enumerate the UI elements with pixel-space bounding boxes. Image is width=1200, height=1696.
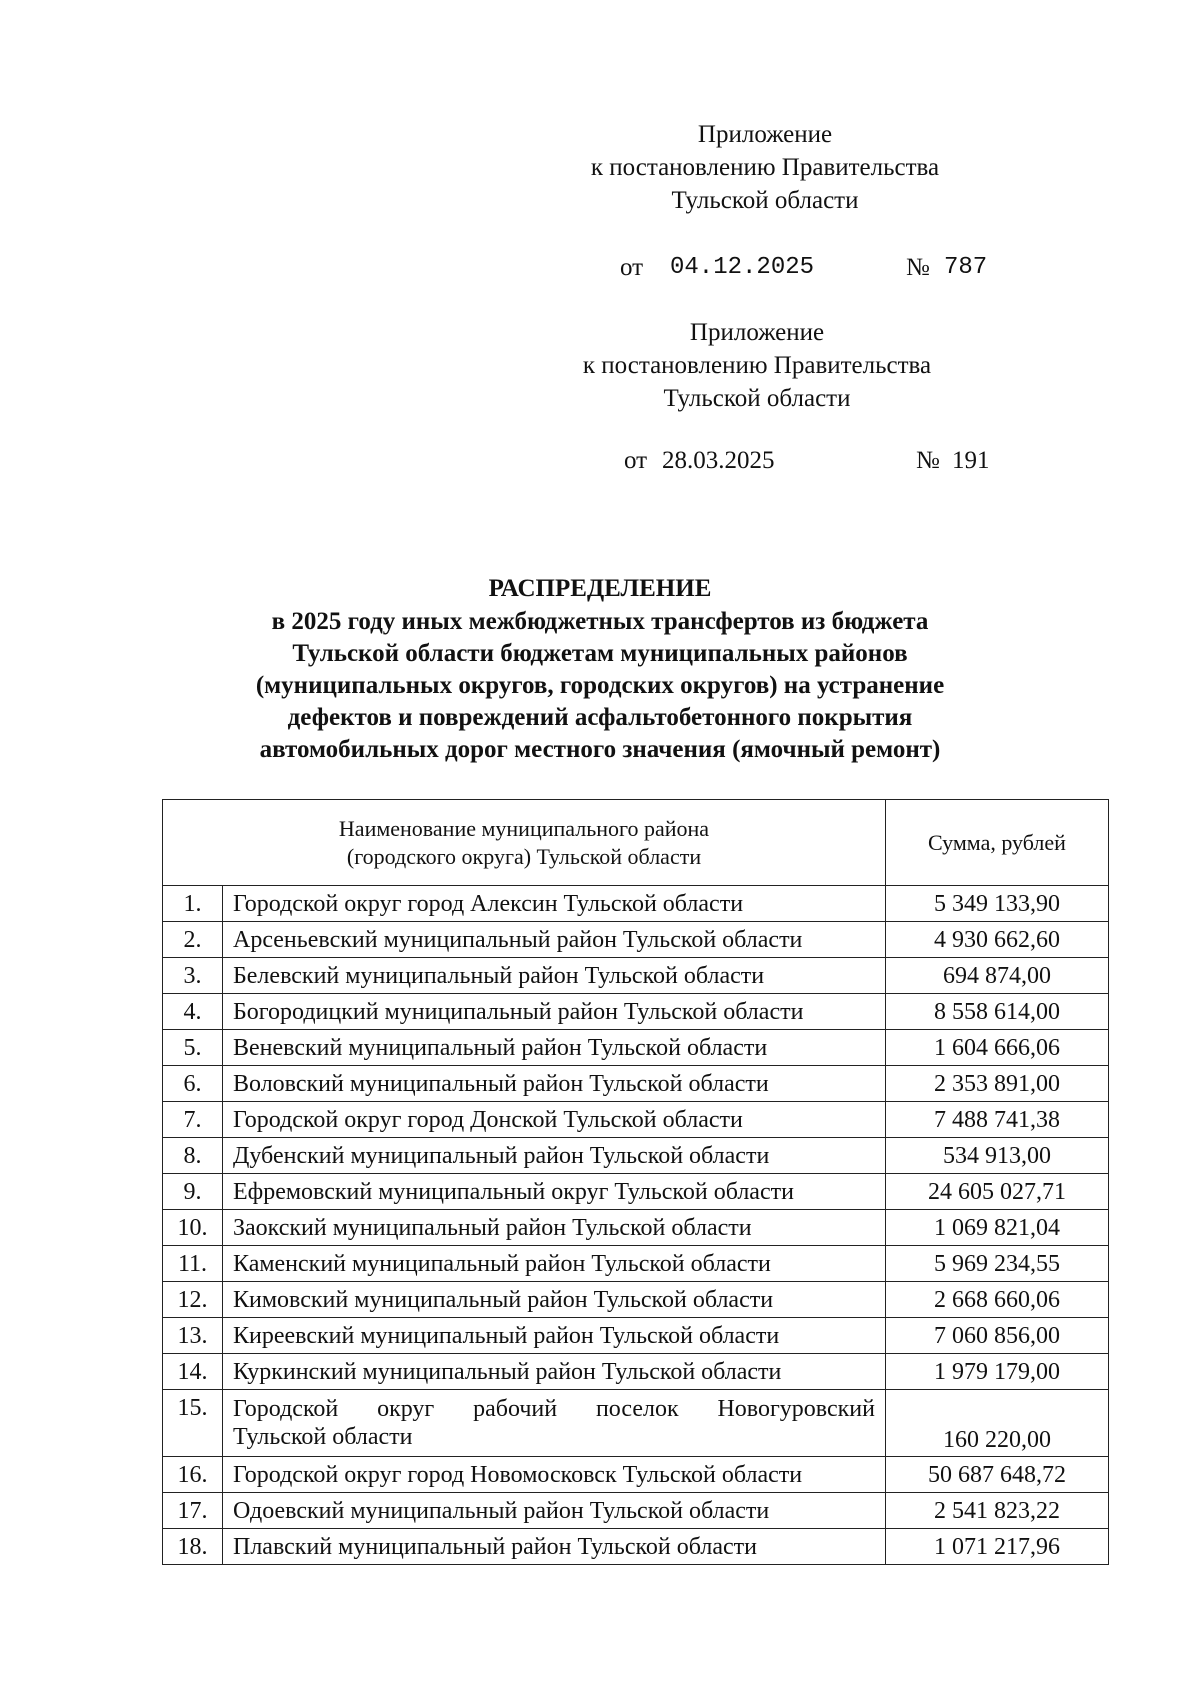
document-subtitle-line: дефектов и повреждений асфальтобетонного покрытия (287, 704, 913, 731)
row-sum: 1 604 666,06 (886, 1030, 1109, 1066)
table-header-row (163, 800, 1109, 886)
document-subtitle-line: (муниципальных округов, городских округов) на устранение (255, 672, 945, 699)
resolution-date: 04.12.2025 (670, 254, 815, 281)
table-row (163, 1354, 1109, 1390)
row-municipality-line: Городской округ рабочий поселок Новогуровский (233, 1396, 875, 1422)
row-number: 12. (163, 1282, 223, 1318)
row-number: 14. (163, 1354, 223, 1390)
table-row (163, 922, 1109, 958)
row-municipality: Веневский муниципальный район Тульской области (223, 1030, 886, 1066)
row-number: 5. (163, 1030, 223, 1066)
table-row (163, 958, 1109, 994)
row-municipality: Богородицкий муниципальный район Тульской области (223, 994, 886, 1030)
table-row (163, 1318, 1109, 1354)
row-number: 8. (163, 1138, 223, 1174)
row-municipality: Дубенский муниципальный район Тульской области (223, 1138, 886, 1174)
row-number: 16. (163, 1457, 223, 1493)
row-municipality: Ефремовский муниципальный округ Тульской области (223, 1174, 886, 1210)
row-number: 13. (163, 1318, 223, 1354)
document-title: РАСПРЕДЕЛЕНИЕ (488, 575, 712, 602)
row-sum: 2 541 823,22 (886, 1493, 1109, 1529)
row-municipality-line: Тульской области (233, 1424, 413, 1450)
header-municipality-line: (городского округа) Тульской области (346, 843, 702, 869)
row-municipality: Белевский муниципальный район Тульской области (223, 958, 886, 994)
row-municipality: Заокский муниципальный район Тульской области (223, 1210, 886, 1246)
table-row (163, 1066, 1109, 1102)
row-municipality: Городской округ город Донской Тульской области (223, 1102, 886, 1138)
row-number: 4. (163, 994, 223, 1030)
row-sum: 5 349 133,90 (886, 886, 1109, 922)
row-sum: 2 353 891,00 (886, 1066, 1109, 1102)
row-number: 18. (163, 1529, 223, 1565)
row-number: 7. (163, 1102, 223, 1138)
number-prefix: № (906, 254, 930, 281)
row-municipality (223, 1390, 886, 1457)
header-municipality (163, 800, 886, 886)
row-sum: 1 071 217,96 (886, 1529, 1109, 1565)
row-municipality: Киреевский муниципальный район Тульской области (223, 1318, 886, 1354)
row-municipality: Плавский муниципальный район Тульской области (223, 1529, 886, 1565)
table-row (163, 1529, 1109, 1565)
appendix-label: Приложение (697, 121, 833, 148)
table-row (163, 1246, 1109, 1282)
row-sum: 50 687 648,72 (886, 1457, 1109, 1493)
row-sum: 2 668 660,06 (886, 1282, 1109, 1318)
row-number: 11. (163, 1246, 223, 1282)
table-row (163, 1457, 1109, 1493)
distribution-table (162, 799, 1109, 1565)
table-row (163, 1102, 1109, 1138)
row-sum: 1 979 179,00 (886, 1354, 1109, 1390)
row-number: 2. (163, 922, 223, 958)
row-sum: 534 913,00 (886, 1138, 1109, 1174)
date-prefix: от (620, 254, 644, 281)
appendix-region-line: Тульской области (663, 385, 851, 412)
row-sum: 7 488 741,38 (886, 1102, 1109, 1138)
row-municipality: Кимовский муниципальный район Тульской области (223, 1282, 886, 1318)
document-subtitle-line: в 2025 году иных межбюджетных трансфертов из бюджета (271, 608, 929, 635)
row-sum: 694 874,00 (886, 958, 1109, 994)
table-row (163, 1030, 1109, 1066)
row-municipality: Одоевский муниципальный район Тульской области (223, 1493, 886, 1529)
header-municipality-line: Наименование муниципального района (338, 815, 710, 841)
table-row (163, 1210, 1109, 1246)
appendix-region-line: Тульской области (671, 187, 859, 214)
table-row (163, 1174, 1109, 1210)
row-municipality: Арсеньевский муниципальный район Тульской области (223, 922, 886, 958)
row-number: 15. (163, 1390, 223, 1457)
table-row (163, 1390, 1109, 1457)
row-number: 9. (163, 1174, 223, 1210)
row-number: 1. (163, 886, 223, 922)
row-municipality: Куркинский муниципальный район Тульской области (223, 1354, 886, 1390)
row-municipality: Городской округ город Новомосковск Тульской области (223, 1457, 886, 1493)
appendix-resolution-line: к постановлению Правительства (590, 154, 940, 181)
row-number: 3. (163, 958, 223, 994)
document-subtitle-line: автомобильных дорог местного значения (ямочный ремонт) (259, 736, 941, 763)
row-sum: 5 969 234,55 (886, 1246, 1109, 1282)
document-subtitle-line: Тульской области бюджетам муниципальных районов (292, 640, 908, 667)
row-sum: 160 220,00 (886, 1390, 1109, 1457)
row-number: 10. (163, 1210, 223, 1246)
table-row (163, 994, 1109, 1030)
table-row (163, 1138, 1109, 1174)
row-municipality: Каменский муниципальный район Тульской области (223, 1246, 886, 1282)
header-sum: Сумма, рублей (886, 800, 1109, 886)
row-sum: 8 558 614,00 (886, 994, 1109, 1030)
row-sum: 1 069 821,04 (886, 1210, 1109, 1246)
date-prefix: от (624, 447, 648, 474)
row-number: 17. (163, 1493, 223, 1529)
row-sum: 24 605 027,71 (886, 1174, 1109, 1210)
table-row (163, 1493, 1109, 1529)
number-prefix: № (916, 447, 940, 474)
row-municipality: Воловский муниципальный район Тульской области (223, 1066, 886, 1102)
resolution-number: 191 (952, 447, 990, 474)
table-row (163, 886, 1109, 922)
row-sum: 4 930 662,60 (886, 922, 1109, 958)
row-number: 6. (163, 1066, 223, 1102)
row-municipality: Городской округ город Алексин Тульской области (223, 886, 886, 922)
row-sum: 7 060 856,00 (886, 1318, 1109, 1354)
appendix-resolution-line: к постановлению Правительства (582, 352, 932, 379)
appendix-label: Приложение (689, 319, 825, 346)
table-row (163, 1282, 1109, 1318)
resolution-date: 28.03.2025 (662, 447, 775, 474)
resolution-number: 787 (944, 254, 988, 281)
